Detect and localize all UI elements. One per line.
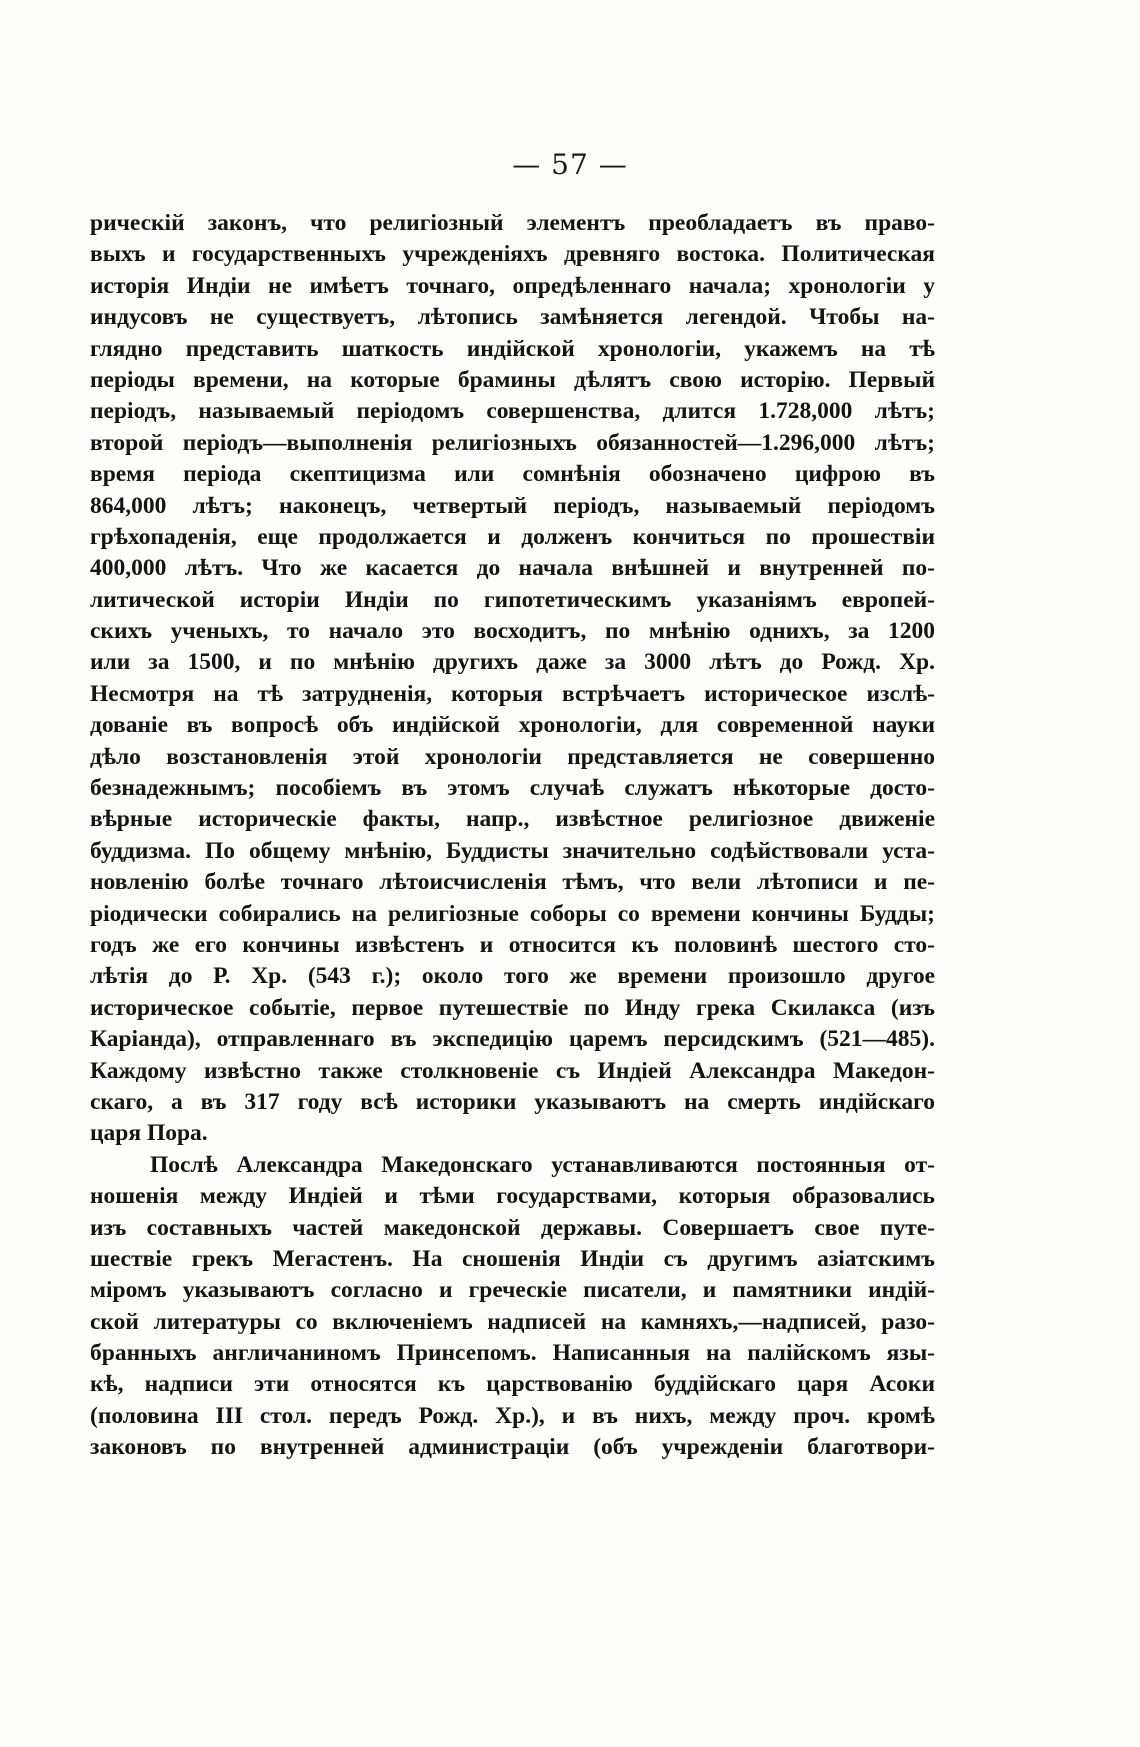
- text-line: буддизма. По общему мнѣнію, Буддисты значительно содѣйствовали уста-: [90, 837, 935, 864]
- text-line: или за 1500, и по мнѣнію другихъ даже за 3000 лѣтъ до Рожд. Хр.: [90, 649, 935, 676]
- text-line: второй періодъ—выполненія религіозныхъ обязанностей—1.296,000 лѣтъ;: [90, 429, 935, 456]
- text-line: Несмотря на тѣ затрудненія, которыя встрѣчаетъ историческое изслѣ-: [90, 680, 935, 707]
- text-line-paragraph-start: Послѣ Александра Македонскаго устанавливаются постоянныя от-: [150, 1151, 935, 1178]
- text-line: выхъ и государственныхъ учрежденіяхъ древняго востока. Политическая: [90, 241, 935, 268]
- text-line-paragraph-end: царя Пора.: [90, 1120, 208, 1147]
- text-line: глядно представить шаткость индійской хронологіи, укажемъ на тѣ: [90, 335, 935, 362]
- text-line: скихъ ученыхъ, то начало это восходитъ, по мнѣнію однихъ, за 1200: [90, 618, 935, 645]
- text-line: литической исторіи Индіи по гипотетическимъ указаніямъ европей-: [90, 586, 935, 613]
- text-line: индусовъ не существуетъ, лѣтопись замѣняется легендой. Чтобы на-: [90, 304, 935, 331]
- text-line: вѣрные историческіе факты, напр., извѣстное религіозное движеніе: [90, 806, 935, 833]
- text-line: 400,000 лѣтъ. Что же касается до начала внѣшней и внутренней по-: [90, 555, 935, 582]
- text-line: новленію болѣе точнаго лѣтоисчисленія тѣмъ, что вели лѣтописи и пе-: [90, 869, 935, 896]
- page-number: — 57 —: [512, 148, 628, 181]
- text-line: Каждому извѣстно также столкновеніе съ Индіей Александра Македон-: [90, 1057, 935, 1084]
- text-line: рическій законъ, что религіозный элементъ преобладаетъ въ право-: [90, 210, 935, 236]
- text-line: Каріанда), отправленнаго въ экспедицію царемъ персидскимъ (521—485).: [90, 1026, 935, 1053]
- text-line: (половина III стол. передъ Рожд. Хр.), и въ нихъ, между проч. кромѣ: [90, 1402, 935, 1429]
- text-line: грѣхопаденія, еще продолжается и долженъ кончиться по прошествіи: [90, 523, 935, 550]
- text-line: изъ составныхъ частей македонской державы. Совершаетъ свое путе-: [90, 1214, 935, 1241]
- text-line: дованіе въ вопросѣ объ индійской хронологіи, для современной науки: [90, 712, 935, 739]
- text-line: кѣ, надписи эти относятся къ царствованію буддійскаго царя Асоки: [90, 1371, 935, 1398]
- text-line: историческое событіе, первое путешествіе по Инду грека Скилакса (изъ: [90, 994, 935, 1021]
- text-line: безнадежнымъ; пособіемъ въ этомъ случаѣ служатъ нѣкоторые досто-: [90, 775, 935, 802]
- text-line: ской литературы со включеніемъ надписей на камняхъ,—надписей, разо-: [90, 1308, 935, 1335]
- body-text: [90, 208, 935, 1464]
- text-line: годъ же его кончины извѣстенъ и относится къ половинѣ шестого сто-: [90, 931, 935, 958]
- text-line: дѣло возстановленія этой хронологіи представляется не совершенно: [90, 743, 935, 770]
- text-line: ношенія между Индіей и тѣми государствами, которыя образовались: [90, 1183, 935, 1210]
- text-line: шествіе грекъ Мегастенъ. На сношенія Индіи съ другимъ азіатскимъ: [90, 1245, 935, 1272]
- text-line: скаго, а въ 317 году всѣ историки указываютъ на смерть индійскаго: [90, 1088, 935, 1115]
- text-line: время періода скептицизма или сомнѣнія обозначено цифрою въ: [90, 461, 935, 488]
- text-line: ріодически собирались на религіозные соборы со времени кончины Будды;: [90, 900, 935, 927]
- text-line: лѣтія до Р. Хр. (543 г.); около того же времени произошло другое: [90, 963, 935, 990]
- text-line: міромъ указываютъ согласно и греческіе писатели, и памятники индій-: [90, 1277, 935, 1304]
- text-line: бранныхъ англичаниномъ Принсепомъ. Написанныя на палійскомъ язы-: [90, 1340, 935, 1367]
- text-line: періодъ, называемый періодомъ совершенства, длится 1.728,000 лѣтъ;: [90, 398, 935, 425]
- text-line: исторія Индіи не имѣетъ точнаго, опредѣленнаго начала; хронологіи у: [90, 272, 935, 299]
- text-line: періоды времени, на которые брамины дѣлятъ свою исторію. Первый: [90, 366, 935, 393]
- text-line: законовъ по внутренней администраціи (объ учрежденіи благотвори-: [90, 1434, 935, 1461]
- text-line: 864,000 лѣтъ; наконецъ, четвертый періодъ, называемый періодомъ: [90, 492, 935, 519]
